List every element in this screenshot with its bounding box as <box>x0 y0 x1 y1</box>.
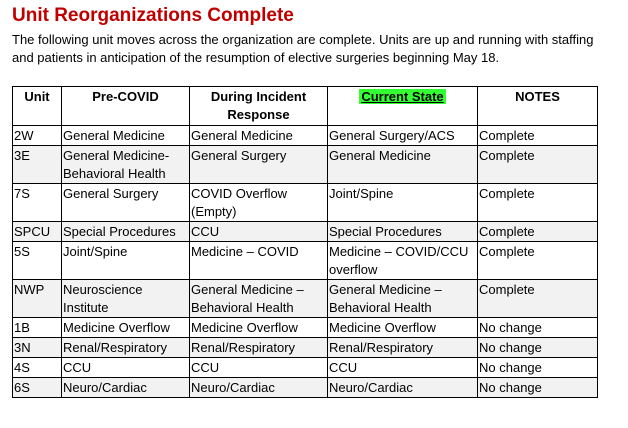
cell-during-incident: CCU <box>190 358 328 378</box>
cell-current-state: Joint/Spine <box>328 184 478 222</box>
cell-pre-covid: Joint/Spine <box>62 242 190 280</box>
cell-current-state: Neuro/Cardiac <box>328 378 478 398</box>
cell-unit: 3E <box>13 146 62 184</box>
table-row <box>13 280 598 318</box>
cell-notes: No change <box>478 318 598 338</box>
header-unit: Unit <box>13 87 62 126</box>
header-notes: NOTES <box>478 87 598 126</box>
cell-pre-covid: Neuro/Cardiac <box>62 378 190 398</box>
cell-unit: 1B <box>13 318 62 338</box>
cell-notes: Complete <box>478 184 598 222</box>
cell-current-state: General Medicine <box>328 146 478 184</box>
intro-paragraph: The following unit moves across the organization are complete. Units are up and running with staffing and patients in anticipation of the resumption of elective surgeries beginning May 18. <box>12 32 594 65</box>
cell-notes: Complete <box>478 280 598 318</box>
table-row <box>13 338 598 358</box>
cell-current-state: General Surgery/ACS <box>328 126 478 146</box>
cell-unit: 3N <box>13 338 62 358</box>
cell-during-incident: CCU <box>190 222 328 242</box>
cell-pre-covid: General Medicine <box>62 126 190 146</box>
cell-notes: Complete <box>478 126 598 146</box>
cell-pre-covid: Medicine Overflow <box>62 318 190 338</box>
cell-unit: SPCU <box>13 222 62 242</box>
cell-unit: 6S <box>13 378 62 398</box>
cell-pre-covid: CCU <box>62 358 190 378</box>
cell-current-state: CCU <box>328 358 478 378</box>
cell-current-state: General Medicine – Behavioral Health <box>328 280 478 318</box>
table-row <box>13 184 598 222</box>
table-row <box>13 242 598 280</box>
cell-during-incident: Medicine – COVID <box>190 242 328 280</box>
cell-pre-covid: General Surgery <box>62 184 190 222</box>
cell-pre-covid: General Medicine-Behavioral Health <box>62 146 190 184</box>
table-row <box>13 358 598 378</box>
table-row <box>13 146 598 184</box>
cell-notes: No change <box>478 378 598 398</box>
table-header-row <box>13 87 598 126</box>
cell-during-incident: General Medicine <box>190 126 328 146</box>
cell-unit: 5S <box>13 242 62 280</box>
cell-pre-covid: Neuroscience Institute <box>62 280 190 318</box>
cell-unit: 7S <box>13 184 62 222</box>
cell-pre-covid: Special Procedures <box>62 222 190 242</box>
cell-during-incident: General Surgery <box>190 146 328 184</box>
cell-notes: Complete <box>478 242 598 280</box>
cell-current-state: Special Procedures <box>328 222 478 242</box>
cell-during-incident: COVID Overflow (Empty) <box>190 184 328 222</box>
header-pre-covid: Pre-COVID <box>62 87 190 126</box>
cell-pre-covid: Renal/Respiratory <box>62 338 190 358</box>
cell-notes: No change <box>478 338 598 358</box>
cell-current-state: Medicine – COVID/CCU overflow <box>328 242 478 280</box>
table-row <box>13 126 598 146</box>
cell-during-incident: Neuro/Cardiac <box>190 378 328 398</box>
cell-during-incident: General Medicine – Behavioral Health <box>190 280 328 318</box>
cell-during-incident: Renal/Respiratory <box>190 338 328 358</box>
cell-unit: NWP <box>13 280 62 318</box>
cell-notes: Complete <box>478 222 598 242</box>
cell-current-state: Renal/Respiratory <box>328 338 478 358</box>
cell-notes: Complete <box>478 146 598 184</box>
table-row <box>13 378 598 398</box>
cell-notes: No change <box>478 358 598 378</box>
table-row <box>13 222 598 242</box>
cell-unit: 4S <box>13 358 62 378</box>
cell-during-incident: Medicine Overflow <box>190 318 328 338</box>
cell-unit: 2W <box>13 126 62 146</box>
cell-current-state: Medicine Overflow <box>328 318 478 338</box>
unit-reorganization-table <box>12 86 598 398</box>
table-row <box>13 318 598 338</box>
header-during-incident-response: During Incident Response <box>190 87 328 126</box>
page-title: Unit Reorganizations Complete <box>12 5 294 26</box>
header-current-state <box>328 87 478 126</box>
current-state-highlight: Current State <box>361 89 444 104</box>
